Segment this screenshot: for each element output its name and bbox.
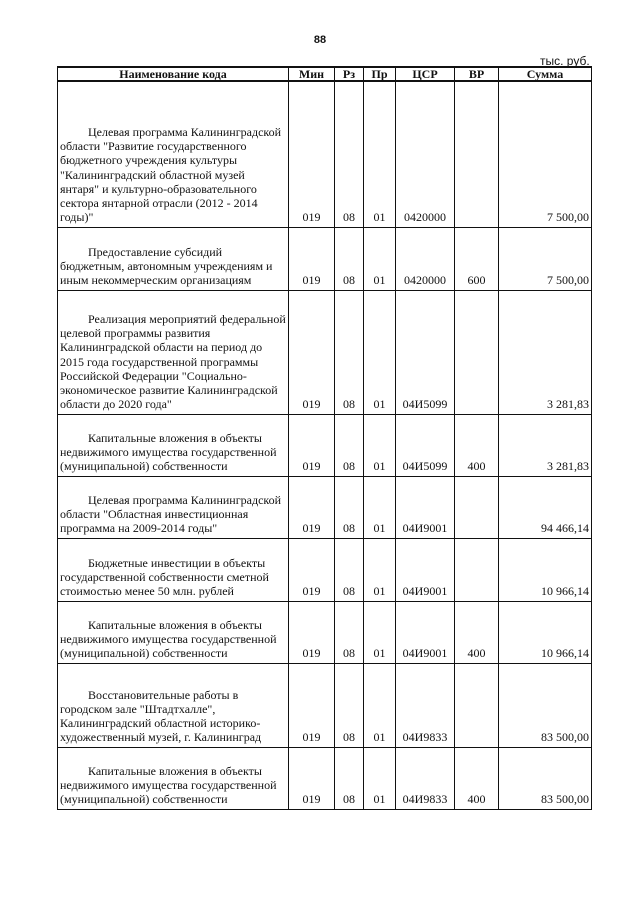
units-label: тыс. руб. [540,54,590,68]
row-pr: 01 [364,81,396,227]
row-vr [455,81,499,227]
row-min: 019 [289,663,335,747]
row-csr: 0420000 [396,81,455,227]
row-csr: 04И5099 [396,414,455,476]
row-rz: 08 [335,81,364,227]
row-pr: 01 [364,538,396,601]
row-sum: 83 500,00 [499,747,592,809]
header-rz: Рз [335,67,364,81]
row-min: 019 [289,538,335,601]
header-vr: ВР [455,67,499,81]
table-row [58,538,592,601]
row-vr [455,290,499,414]
row-pr: 01 [364,227,396,290]
table-row [58,290,592,414]
row-sum: 83 500,00 [499,663,592,747]
row-min: 019 [289,476,335,538]
row-sum: 3 281,83 [499,290,592,414]
row-csr: 04И9001 [396,601,455,663]
row-sum: 94 466,14 [499,476,592,538]
row-rz: 08 [335,538,364,601]
row-rz: 08 [335,601,364,663]
table-row [58,227,592,290]
row-vr: 400 [455,414,499,476]
row-name: Целевая программа Калининградской области "Развитие государственного бюджетного учреждения культуры "Калининградский областной музей янтаря" и культурно-образовательного сектора янтарной отрасли (2012 - 2014 годы)" [58,81,289,227]
row-vr [455,663,499,747]
row-pr: 01 [364,290,396,414]
table-row [58,663,592,747]
row-sum: 7 500,00 [499,81,592,227]
header-name: Наименование кода [58,67,289,81]
budget-table [57,66,592,810]
row-min: 019 [289,81,335,227]
row-rz: 08 [335,476,364,538]
row-vr: 400 [455,601,499,663]
row-rz: 08 [335,747,364,809]
row-csr: 04И9001 [396,476,455,538]
row-min: 019 [289,747,335,809]
row-pr: 01 [364,476,396,538]
table-row [58,747,592,809]
row-rz: 08 [335,290,364,414]
row-name: Предоставление субсидий бюджетным, автономным учреждениям и иным некоммерческим организациям [58,227,289,290]
header-sum: Сумма [499,67,592,81]
row-name: Целевая программа Калининградской области "Областная инвестиционная программа на 2009-2014 годы" [58,476,289,538]
row-min: 019 [289,601,335,663]
row-name: Капитальные вложения в объекты недвижимого имущества государственной (муниципальной) собственности [58,414,289,476]
row-name: Капитальные вложения в объекты недвижимого имущества государственной (муниципальной) собственности [58,747,289,809]
header-min: Мин [289,67,335,81]
row-csr: 0420000 [396,227,455,290]
row-name: Восстановительные работы в городском зале "Штадтхалле", Калининградский областной историко-художественный музей, г. Калининград [58,663,289,747]
row-name: Реализация мероприятий федеральной целевой программы развития Калининградской области на период до 2015 года государственной программы Российской Федерации "Социально-экономическое развитие Калининградской области до 2020 года" [58,290,289,414]
row-pr: 01 [364,414,396,476]
table-header-row [58,67,592,81]
row-min: 019 [289,227,335,290]
row-csr: 04И5099 [396,290,455,414]
table-row [58,414,592,476]
row-csr: 04И9833 [396,747,455,809]
header-pr: Пр [364,67,396,81]
row-name: Капитальные вложения в объекты недвижимого имущества государственной (муниципальной) собственности [58,601,289,663]
row-vr: 600 [455,227,499,290]
row-pr: 01 [364,663,396,747]
row-csr: 04И9833 [396,663,455,747]
row-csr: 04И9001 [396,538,455,601]
row-vr [455,476,499,538]
row-rz: 08 [335,663,364,747]
row-sum: 7 500,00 [499,227,592,290]
row-name: Бюджетные инвестиции в объекты государственной собственности сметной стоимостью менее 50 млн. рублей [58,538,289,601]
row-rz: 08 [335,414,364,476]
row-min: 019 [289,290,335,414]
row-pr: 01 [364,601,396,663]
page-number: 88 [313,34,327,46]
row-rz: 08 [335,227,364,290]
table-row [58,476,592,538]
row-pr: 01 [364,747,396,809]
row-sum: 10 966,14 [499,538,592,601]
row-sum: 10 966,14 [499,601,592,663]
table-row [58,601,592,663]
row-sum: 3 281,83 [499,414,592,476]
row-vr: 400 [455,747,499,809]
row-min: 019 [289,414,335,476]
header-csr: ЦСР [396,67,455,81]
table-row [58,81,592,227]
row-vr [455,538,499,601]
